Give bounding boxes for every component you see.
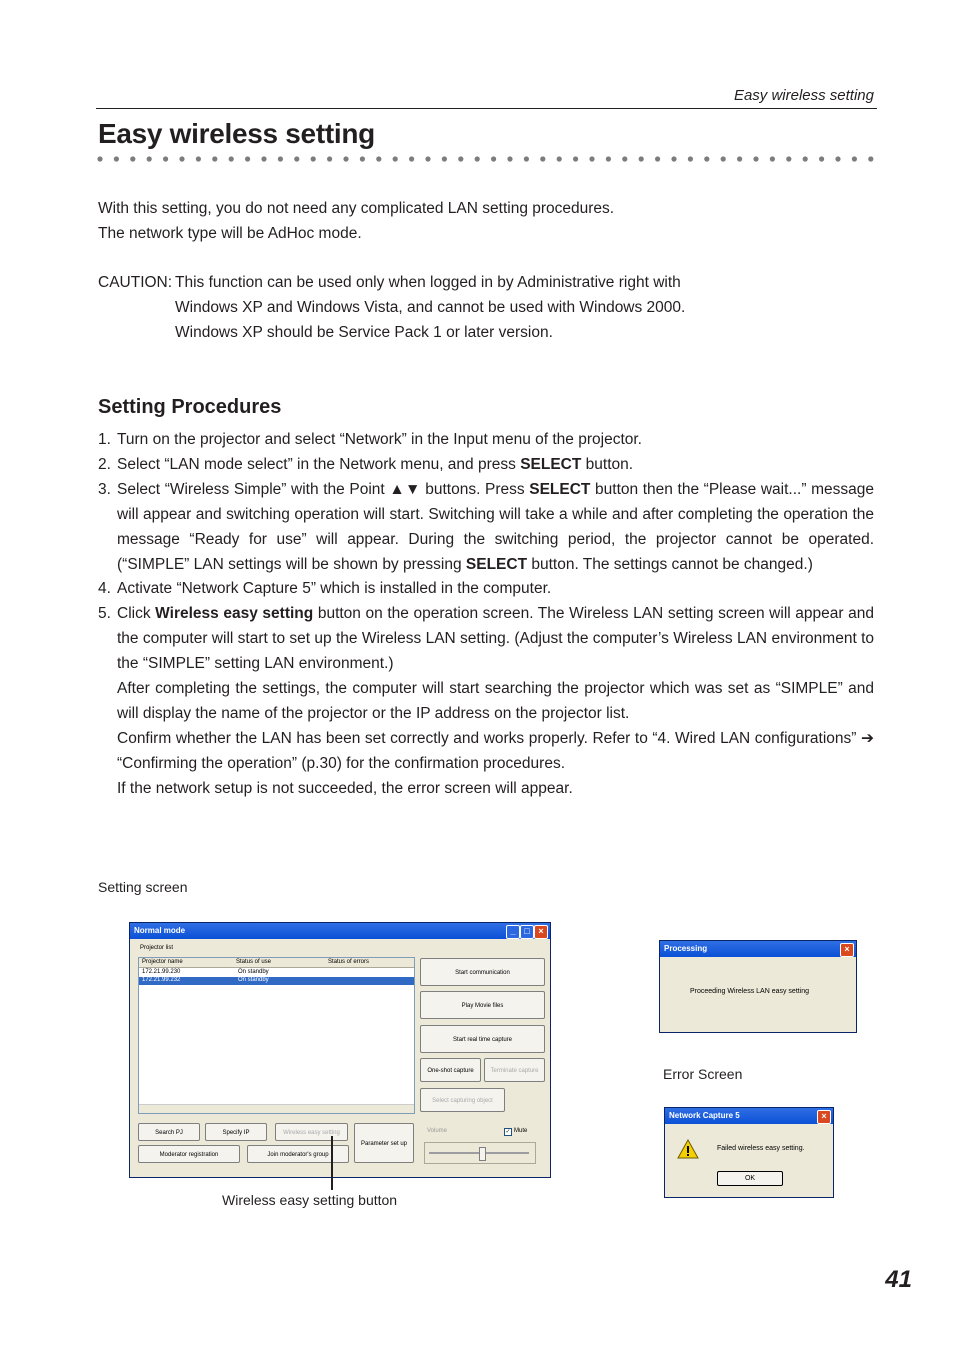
divider-dot <box>442 156 447 161</box>
projector-list-label: Projector list <box>140 945 174 951</box>
divider-dot <box>229 156 234 161</box>
step-1: 1. Turn on the projector and select “Network” in the Input menu of the projector. <box>98 431 642 448</box>
close-icon[interactable]: × <box>817 1110 831 1124</box>
divider-dot <box>343 156 348 161</box>
divider-dot <box>475 156 480 161</box>
page-number: 41 <box>885 1266 912 1293</box>
divider-dot <box>409 156 414 161</box>
table-row-selected[interactable]: 172.21.99.232 On standby <box>139 977 414 985</box>
divider-dot <box>835 156 840 161</box>
wireless-button-caption: Wireless easy setting button <box>222 1192 398 1208</box>
divider-dot <box>852 156 857 161</box>
step-2: 2. Select “LAN mode select” in the Network menu, and press SELECT button. <box>98 455 634 473</box>
divider-dot <box>524 156 529 161</box>
processing-dialog <box>659 940 857 1033</box>
intro-line: With this setting, you do not need any complicated LAN setting procedures. <box>98 200 615 217</box>
divider-dot <box>393 156 398 161</box>
slider-handle[interactable] <box>479 1147 486 1161</box>
minimize-icon[interactable]: _ <box>506 925 520 939</box>
divider-dot <box>868 156 873 161</box>
header-rule <box>96 108 877 109</box>
specify-ip-button[interactable]: Specify IP <box>205 1123 267 1141</box>
start-realtime-capture-button[interactable]: Start real time capture <box>420 1025 545 1053</box>
parameter-setup-button[interactable]: Parameter set up <box>354 1123 414 1163</box>
ok-button[interactable]: OK <box>717 1171 783 1186</box>
divider-dot <box>704 156 709 161</box>
divider-dot <box>245 156 250 161</box>
error-titlebar: Network Capture 5 × <box>665 1108 833 1124</box>
divider-dot <box>114 156 119 161</box>
page-title: Easy wireless setting <box>98 118 375 149</box>
warning-icon <box>677 1139 699 1159</box>
step-4: 4. Activate “Network Capture 5” which is installed in the computer. <box>98 580 552 598</box>
volume-slider[interactable] <box>424 1142 536 1164</box>
start-communication-button[interactable]: Start communication <box>420 958 545 986</box>
projector-list[interactable] <box>138 957 415 1114</box>
step-5-paragraph: If the network setup is not succeeded, the error screen will appear. <box>117 779 573 797</box>
divider-dot <box>721 156 726 161</box>
divider-dot <box>261 156 266 161</box>
mute-checkbox[interactable]: ✓ <box>505 1129 511 1135</box>
intro-text <box>98 197 878 247</box>
divider-dot <box>671 156 676 161</box>
procedure-steps <box>98 428 874 802</box>
play-movie-button[interactable]: Play Movie files <box>420 991 545 1019</box>
divider-dot <box>458 156 463 161</box>
divider-dot <box>606 156 611 161</box>
error-dialog <box>664 1107 834 1198</box>
divider-dot <box>770 156 775 161</box>
divider-dot <box>179 156 184 161</box>
divider-dot <box>803 156 808 161</box>
processing-message: Proceeding Wireless LAN easy setting <box>690 988 810 995</box>
divider-dot <box>589 156 594 161</box>
volume-label: Volume <box>427 1128 448 1134</box>
caution-block <box>98 271 878 346</box>
divider-dot <box>688 156 693 161</box>
step-5: 5. Click Wireless easy setting button on the operation screen. The Wireless LAN setting screen will appear and the computer will start to set up the Wireless LAN setting. (Adjust the computer’s Wireless LAN environment to the “SIMPLE” setting LAN environment.) <box>98 605 874 673</box>
step-3: 3. Select “Wireless Simple” with the Point ▲▼ buttons. Press SELECT button then the “Please wait...” message will appear and switching operation will start. Switching will take a while and after completing the operation the message “Ready for use” will appear. During the switching period, the projector cannot be operated. (“SIMPLE” LAN settings will be shown by pressing SELECT button. The settings cannot be changed.) <box>98 480 874 573</box>
list-header <box>139 958 414 968</box>
moderator-registration-button[interactable]: Moderator registration <box>138 1145 240 1163</box>
divider-dot <box>311 156 316 161</box>
setting-screen-caption: Setting screen <box>98 879 188 895</box>
divider-dot <box>278 156 283 161</box>
divider-dot <box>540 156 545 161</box>
divider-dot <box>753 156 758 161</box>
processing-titlebar: Processing × <box>660 941 856 957</box>
caution-line: Windows XP should be Service Pack 1 or later version. <box>175 323 553 341</box>
divider-dot <box>819 156 824 161</box>
divider-dot <box>786 156 791 161</box>
select-capturing-object-button[interactable]: Select capturing object <box>420 1088 505 1112</box>
join-moderator-group-button[interactable]: Join moderator's group <box>247 1145 349 1163</box>
divider-dot <box>212 156 217 161</box>
divider-dot <box>376 156 381 161</box>
divider-dot <box>163 156 168 161</box>
terminate-capture-button[interactable]: Terminate capture <box>484 1058 545 1082</box>
search-pj-button[interactable]: Search PJ <box>138 1123 200 1141</box>
divider-dot <box>97 156 102 161</box>
divider-dot <box>147 156 152 161</box>
error-message: Failed wireless easy setting. <box>717 1145 805 1152</box>
running-header: Easy wireless setting <box>733 87 874 104</box>
wireless-easy-setting-button[interactable]: Wireless easy setting <box>275 1123 348 1141</box>
divider-dot <box>507 156 512 161</box>
normal-mode-window <box>129 922 551 1178</box>
callout-line <box>331 1136 333 1190</box>
column-header[interactable]: Status of errors <box>328 959 370 965</box>
divider-dot <box>737 156 742 161</box>
maximize-icon[interactable]: □ <box>520 925 534 939</box>
step-5-paragraph: Confirm whether the LAN has been set correctly and works properly. Refer to “4. Wired LAN configurations” ➔ “Confirming the operation” (p.30) for the confirmation procedures. <box>117 729 874 772</box>
oneshot-capture-button[interactable]: One-shot capture <box>420 1058 481 1082</box>
caution-line: This function can be used only when logged in by Administrative right with <box>175 274 681 291</box>
divider-dot <box>573 156 578 161</box>
caution-line: Windows XP and Windows Vista, and cannot be used with Windows 2000. <box>175 298 686 316</box>
step-5-paragraph: After completing the settings, the computer will start searching the projector which was set as “SIMPLE” and will display the name of the projector or the IP address on the projector list. <box>117 680 874 722</box>
divider-dot <box>622 156 627 161</box>
error-screen-caption: Error Screen <box>663 1066 743 1082</box>
section-title: Setting Procedures <box>98 396 282 418</box>
column-header[interactable]: Projector name <box>142 959 183 965</box>
table-row[interactable]: 172.21.99.230 On standby <box>142 969 269 975</box>
divider-dot <box>639 156 644 161</box>
mute-label: Mute <box>514 1128 528 1134</box>
intro-line: The network type will be AdHoc mode. <box>98 224 362 242</box>
divider-dot <box>557 156 562 161</box>
divider-dot <box>294 156 299 161</box>
divider-dot <box>655 156 660 161</box>
divider-dot <box>196 156 201 161</box>
horizontal-scrollbar[interactable] <box>139 1104 414 1113</box>
divider-dot <box>425 156 430 161</box>
divider-dot <box>130 156 135 161</box>
divider-dot <box>360 156 365 161</box>
caution-label: CAUTION: <box>98 274 173 291</box>
divider-dot <box>327 156 332 161</box>
divider-dot <box>491 156 496 161</box>
close-icon[interactable]: × <box>840 943 854 957</box>
dotted-divider <box>96 154 880 164</box>
normal-mode-titlebar: Normal mode _ □ × <box>130 923 550 939</box>
close-icon[interactable]: × <box>534 925 548 939</box>
column-header[interactable]: Status of use <box>236 959 272 965</box>
